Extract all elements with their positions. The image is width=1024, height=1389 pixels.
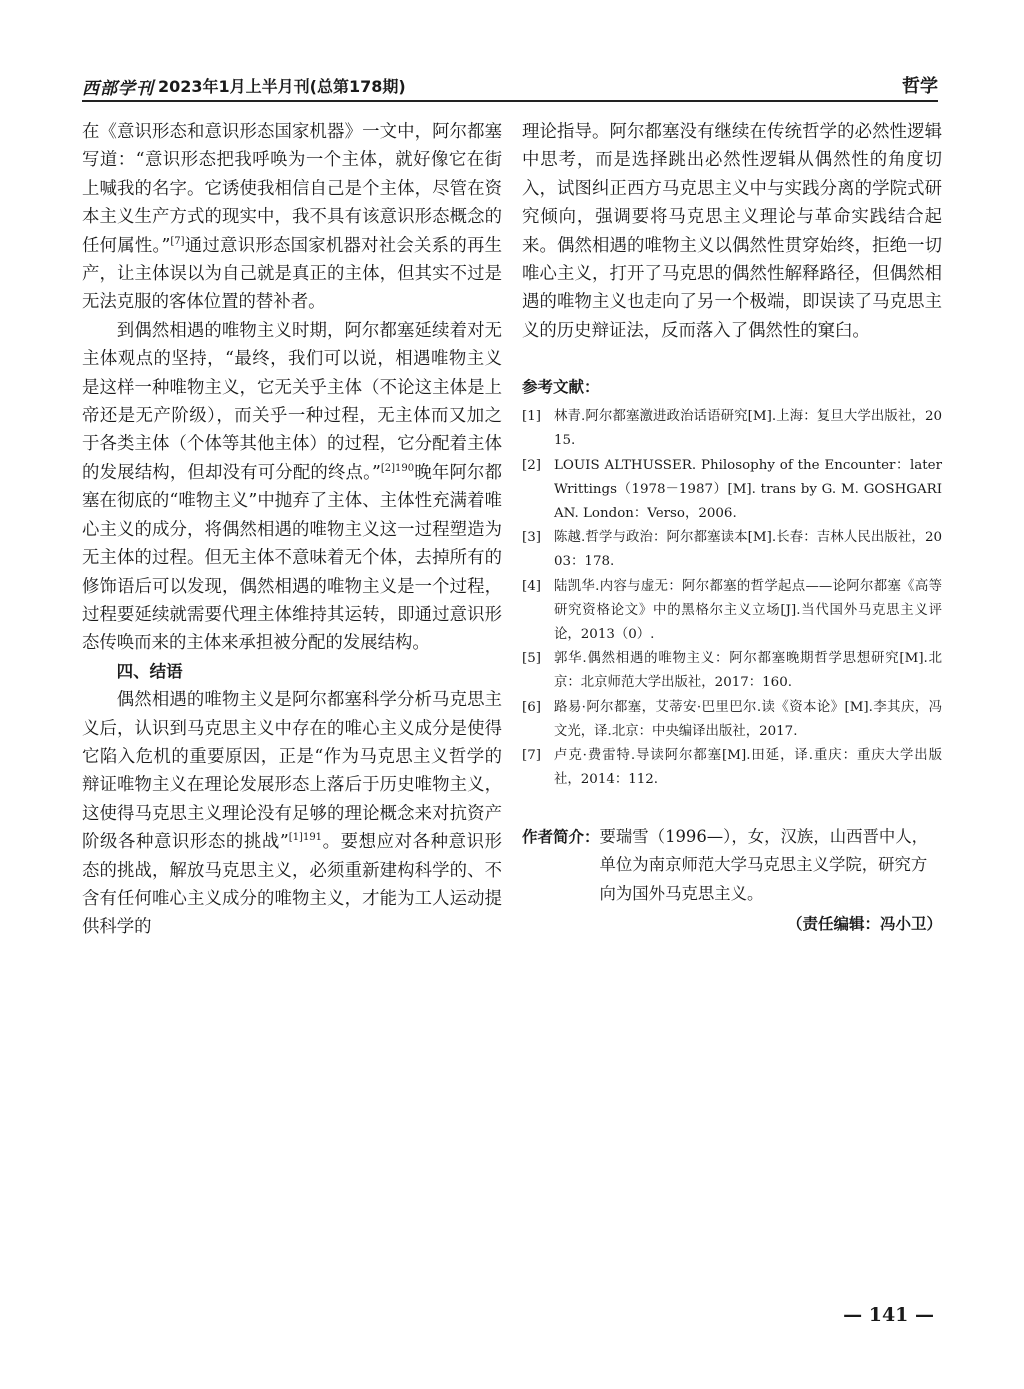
reference-text: 卢克·费雷特.导读阿尔都塞[M].田延，译.重庆：重庆大学出版社，2014：112. — [554, 748, 942, 788]
paragraph-text: 到偶然相遇的唯物主义时期，阿尔都塞延续着对无主体观点的坚持，“最终，我们可以说，相遇唯物主义是这样一种唯物主义，它无关乎主体（不论这主体是上帝还是无产阶级），而关乎一种过程，无主体而又加之于各类主体（个体等其他主体）的过程，它分配着主体的发展结构，但却没有可分配的终点。” — [82, 320, 502, 483]
reference-number: [5] — [522, 651, 541, 667]
responsible-editor: （责任编辑：冯小卫） — [786, 915, 942, 933]
reference-number: [6] — [522, 699, 541, 715]
citation-marker: [7] — [170, 235, 185, 247]
paragraph-text: 偶然相遇的唯物主义是阿尔都塞科学分析马克思主义后，认识到马克思主义中存在的唯心主义成分是使得它陷入危机的重要原因，正是“作为马克思主义哲学的辩证唯物主义在理论发展形态上落后于历史唯物主义，这使得马克思主义理论没有足够的理论概念来对抗资产阶级各种意识形态的挑战” — [82, 690, 502, 853]
reference-text: LOUIS ALTHUSSER. Philosophy of the Encounter：later Writtings（1978－1987）[M]. trans by G. M. GOSHGARIAN. London：Verso，2006. — [554, 457, 942, 522]
reference-number: [1] — [522, 409, 541, 425]
reference-item — [522, 454, 942, 527]
section-name: 哲学 — [902, 76, 938, 97]
reference-item — [522, 647, 942, 695]
section-heading: 四、结语 — [116, 661, 183, 681]
body-paragraph: 理论指导。阿尔都塞没有继续在传统哲学的必然性逻辑中思考，而是选择跳出必然性逻辑从偶然性的角度切入，试图纠正西方马克思主义中与实践分离的学院式研究倾向，强调要将马克思主义理论与革命实践结合起来。偶然相遇的唯物主义以偶然性贯穿始终，拒绝一切唯心主义，打开了马克思的偶然性解释路径，但偶然相遇的唯物主义也走向了另一个极端，即误读了马克思主义的历史辩证法，反而落入了偶然性的窠臼。 — [522, 122, 942, 341]
journal-logo: 西部学刊 — [82, 79, 154, 99]
paragraph-text: 通过意识形态国家机器对社会关系的再生产，让主体误以为自己就是真正的主体，但其实不过是无法克服的客体位置的替补者。 — [82, 235, 502, 313]
reference-text: 陈越.哲学与政治：阿尔都塞读本[M].长春：吉林人民出版社，2003：178. — [554, 530, 942, 570]
reference-text: 路易·阿尔都塞，艾蒂安·巴里巴尔.读《资本论》[M].李其庆，冯文光，译.北京：中央编译出版社，2017. — [554, 699, 942, 739]
reference-text: 陆凯华.内容与虚无：阿尔都塞的哲学起点——论阿尔都塞《高等研究资格论文》中的黑格尔主义立场[J].当代国外马克思主义评论，2013（0）. — [554, 578, 942, 643]
reference-item — [522, 575, 942, 648]
reference-item — [522, 696, 942, 744]
paragraph-text: 在《意识形态和意识形态国家机器》一文中，阿尔都塞写道：“意识形态把我呼唤为一个主体，就好像它在街上喊我的名字。它诱使我相信自己是个主体，尽管在资本主义生产方式的现实中，我不具有该意识形态概念的任何属性。” — [82, 122, 502, 256]
reference-number: [4] — [522, 578, 541, 594]
reference-item — [522, 526, 942, 574]
right-column — [522, 118, 942, 938]
references-title: 参考文献： — [522, 378, 600, 397]
body-paragraph — [82, 118, 502, 317]
journal-issue: 2023年1月上半月刊(总第178期) — [158, 77, 406, 96]
author-text: 要瑞雪（1996—），女，汉族，山西晋中人，单位为南京师范大学马克思主义学院，研究方向为国外马克思主义。 — [599, 826, 929, 903]
page-number: — 141 — — [843, 1304, 934, 1326]
reference-item — [522, 405, 942, 453]
reference-number: [3] — [522, 530, 541, 546]
reference-number: [7] — [522, 748, 541, 764]
body-paragraph — [82, 686, 502, 942]
reference-number: [2] — [522, 457, 541, 473]
reference-text: 林青.阿尔都塞激进政治话语研究[M].上海：复旦大学出版社，2015. — [554, 409, 942, 449]
paragraph-text: 晚年阿尔都塞在彻底的“唯物主义”中抛弃了主体、主体性充满着唯心主义的成分，将偶然相遇的唯物主义这一过程塑造为无主体的过程。但无主体不意味着无个体，去掉所有的修饰语后可以发现，偶然相遇的唯物主义是一个过程，过程要延续就需要代理主体维持其运转，即通过意识形态传唤而来的主体来承担被分配的发展结构。 — [82, 462, 502, 654]
reference-item — [522, 744, 942, 792]
citation-marker: [1]191 — [288, 832, 323, 844]
body-paragraph — [82, 317, 502, 658]
left-column — [82, 118, 502, 942]
page-header — [82, 72, 938, 102]
author-bio — [522, 823, 942, 909]
citation-marker: [2]190 — [380, 462, 415, 474]
author-label: 作者简介： — [522, 827, 600, 846]
reference-text: 郭华.偶然相遇的唯物主义：阿尔都塞晚期哲学思想研究[M].北京：北京师范大学出版社，2017：160. — [554, 651, 942, 691]
reference-list — [522, 405, 942, 792]
paragraph-text: 。要想应对各种意识形态的挑战，解放马克思主义，必须重新建构科学的、不含有任何唯心主义成分的唯物主义，才能为工人运动提供科学的 — [82, 832, 502, 938]
